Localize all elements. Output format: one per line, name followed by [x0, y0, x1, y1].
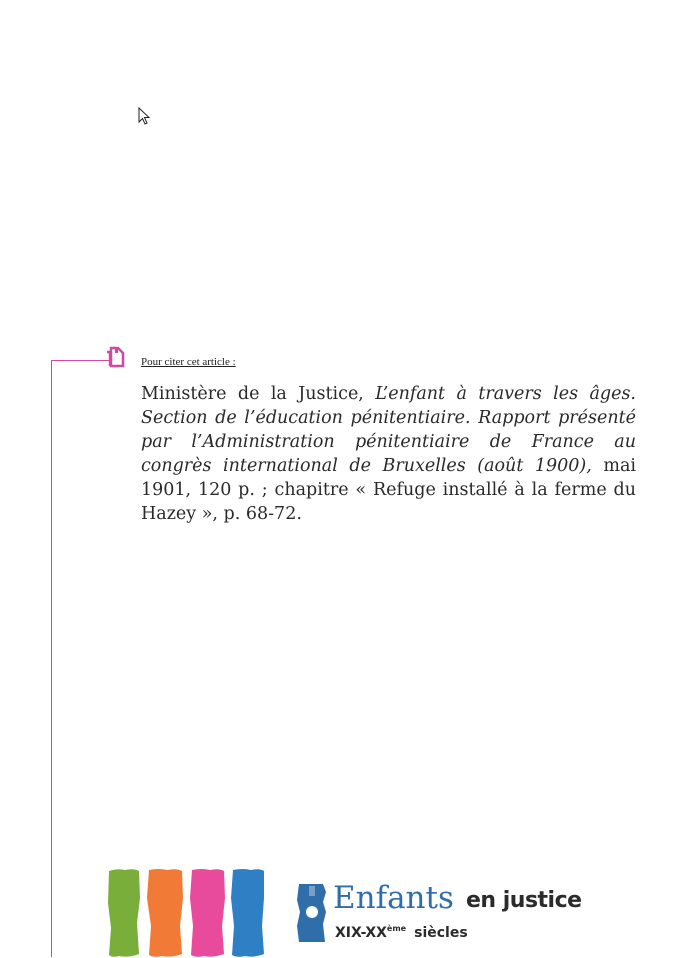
- citation-horizontal-rule: [51, 360, 111, 361]
- stripe-pink: [190, 869, 225, 957]
- brand-name: Enfants: [333, 880, 454, 916]
- citation-part-1: Ministère de la Justice,: [141, 384, 376, 404]
- stripe-blue: [231, 869, 264, 957]
- mouse-pointer-icon: [138, 107, 152, 127]
- brand-centuries: [335, 924, 468, 941]
- stripe-orange: [147, 869, 183, 957]
- document-icon: [106, 346, 126, 368]
- centuries-text: XIX-XX: [335, 925, 387, 941]
- stripe-green: [108, 869, 140, 957]
- citation-vertical-rule: [51, 360, 52, 957]
- citation-header: Pour citer cet article :: [141, 356, 236, 368]
- citation-text: [141, 382, 636, 526]
- siecles-text: siècles: [414, 925, 468, 941]
- citation-title: L’enfant à travers les âges. Section de l’éducation pénitentiaire. Rapport présenté par l’Administration pénitentiaire de France au congrès international de Bruxelles (août 1900),: [141, 384, 636, 476]
- brand-tagline: en justice: [466, 888, 582, 913]
- citation-part-2: mai 1901, 120 p. ; chapitre « Refuge installé à la ferme du Hazey », p. 68-72.: [141, 456, 636, 524]
- centuries-superscript: ème: [386, 924, 407, 933]
- child-figure-logo-icon: [295, 882, 329, 944]
- color-stripes-logo: [107, 868, 265, 958]
